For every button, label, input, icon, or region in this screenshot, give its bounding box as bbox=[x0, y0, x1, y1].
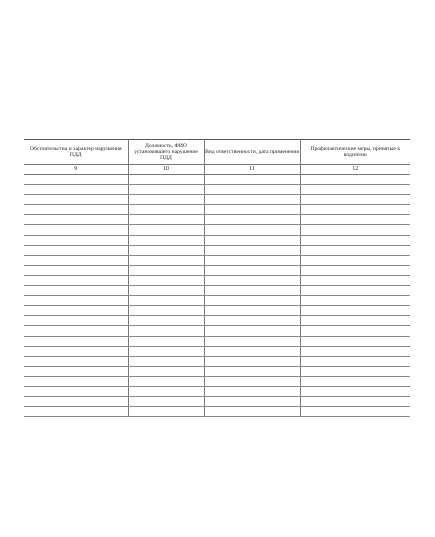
table-cell bbox=[24, 376, 128, 386]
table-cell bbox=[204, 346, 300, 356]
table-row bbox=[24, 407, 410, 417]
header-liability: Вид ответственности, дата применения bbox=[204, 140, 300, 165]
table-cell bbox=[24, 225, 128, 235]
table-cell bbox=[300, 205, 410, 215]
table-cell bbox=[300, 376, 410, 386]
table-cell bbox=[204, 296, 300, 306]
table-cell bbox=[300, 255, 410, 265]
table-row bbox=[24, 296, 410, 306]
table-cell bbox=[24, 265, 128, 275]
table-cell bbox=[300, 397, 410, 407]
table-row bbox=[24, 205, 410, 215]
table-cell bbox=[204, 356, 300, 366]
table-cell bbox=[128, 175, 204, 185]
header-official: Должность, ФИО установившего нарушение ПДД bbox=[128, 140, 204, 165]
table-cell bbox=[204, 275, 300, 285]
table-cell bbox=[128, 235, 204, 245]
table-cell bbox=[204, 175, 300, 185]
table-cell bbox=[204, 336, 300, 346]
table-cell bbox=[204, 306, 300, 316]
table-row bbox=[24, 386, 410, 396]
table-row bbox=[24, 397, 410, 407]
table-cell bbox=[300, 195, 410, 205]
table-cell bbox=[128, 265, 204, 275]
table-cell bbox=[300, 245, 410, 255]
table-cell bbox=[128, 296, 204, 306]
table-row bbox=[24, 306, 410, 316]
table-cell bbox=[300, 235, 410, 245]
table-cell bbox=[204, 397, 300, 407]
table-cell bbox=[204, 185, 300, 195]
table-cell bbox=[24, 336, 128, 346]
table-cell bbox=[24, 245, 128, 255]
header-measures: Профилактические меры, принятые к водителю bbox=[300, 140, 410, 165]
table-cell bbox=[204, 225, 300, 235]
table-cell bbox=[204, 195, 300, 205]
table-row bbox=[24, 235, 410, 245]
table-row bbox=[24, 316, 410, 326]
table-cell bbox=[24, 255, 128, 265]
table-cell bbox=[128, 407, 204, 417]
table-cell bbox=[204, 407, 300, 417]
table-cell bbox=[24, 215, 128, 225]
table-cell bbox=[204, 235, 300, 245]
table-cell bbox=[204, 215, 300, 225]
header-row bbox=[24, 140, 410, 165]
table-row bbox=[24, 326, 410, 336]
table-row bbox=[24, 175, 410, 185]
table-cell bbox=[24, 275, 128, 285]
table-cell bbox=[24, 316, 128, 326]
table-cell bbox=[128, 356, 204, 366]
table-cell bbox=[204, 326, 300, 336]
table-cell bbox=[204, 245, 300, 255]
table-cell bbox=[128, 336, 204, 346]
table-row bbox=[24, 376, 410, 386]
table-cell bbox=[128, 326, 204, 336]
table-cell bbox=[24, 286, 128, 296]
column-number: 10 bbox=[128, 165, 204, 175]
table-row bbox=[24, 195, 410, 205]
table-cell bbox=[204, 316, 300, 326]
table-cell bbox=[24, 346, 128, 356]
table-cell bbox=[300, 296, 410, 306]
table-cell bbox=[24, 175, 128, 185]
table-cell bbox=[128, 346, 204, 356]
table-row bbox=[24, 366, 410, 376]
violations-table bbox=[24, 139, 410, 417]
table-cell bbox=[24, 205, 128, 215]
table-row bbox=[24, 346, 410, 356]
table-cell bbox=[24, 397, 128, 407]
table-cell bbox=[300, 366, 410, 376]
table-cell bbox=[300, 265, 410, 275]
table-cell bbox=[24, 195, 128, 205]
table-row bbox=[24, 215, 410, 225]
table-cell bbox=[128, 306, 204, 316]
table-cell bbox=[204, 205, 300, 215]
table-cell bbox=[300, 386, 410, 396]
table-cell bbox=[128, 255, 204, 265]
column-number-row bbox=[24, 165, 410, 175]
table-cell bbox=[204, 286, 300, 296]
table-row bbox=[24, 245, 410, 255]
table-cell bbox=[204, 386, 300, 396]
table-cell bbox=[300, 286, 410, 296]
table-cell bbox=[128, 376, 204, 386]
table-cell bbox=[128, 316, 204, 326]
table-row bbox=[24, 275, 410, 285]
table-cell bbox=[300, 215, 410, 225]
table-cell bbox=[128, 286, 204, 296]
table-cell bbox=[300, 185, 410, 195]
table-cell bbox=[300, 346, 410, 356]
table-cell bbox=[300, 306, 410, 316]
table-row bbox=[24, 265, 410, 275]
table-cell bbox=[24, 326, 128, 336]
table-cell bbox=[300, 275, 410, 285]
table-cell bbox=[128, 275, 204, 285]
table-cell bbox=[24, 386, 128, 396]
table-cell bbox=[24, 407, 128, 417]
table-row bbox=[24, 185, 410, 195]
table-cell bbox=[300, 225, 410, 235]
table-cell bbox=[204, 255, 300, 265]
column-number: 12 bbox=[300, 165, 410, 175]
table-cell bbox=[300, 407, 410, 417]
table-cell bbox=[24, 306, 128, 316]
table-cell bbox=[128, 215, 204, 225]
table-cell bbox=[128, 397, 204, 407]
table-row bbox=[24, 286, 410, 296]
table-cell bbox=[300, 336, 410, 346]
table-row bbox=[24, 356, 410, 366]
table-cell bbox=[300, 356, 410, 366]
header-circumstances: Обстоятельства и характер нарушения ПДД bbox=[24, 140, 128, 165]
table-cell bbox=[128, 245, 204, 255]
table-cell bbox=[24, 356, 128, 366]
table-cell bbox=[300, 316, 410, 326]
table-row bbox=[24, 225, 410, 235]
table-cell bbox=[204, 366, 300, 376]
table-cell bbox=[128, 386, 204, 396]
table-row bbox=[24, 336, 410, 346]
table-cell bbox=[128, 195, 204, 205]
table-cell bbox=[204, 376, 300, 386]
table-cell bbox=[204, 265, 300, 275]
table-cell bbox=[128, 185, 204, 195]
table-cell bbox=[24, 366, 128, 376]
table-cell bbox=[128, 366, 204, 376]
table-cell bbox=[128, 225, 204, 235]
table-cell bbox=[24, 235, 128, 245]
column-number: 11 bbox=[204, 165, 300, 175]
table-cell bbox=[128, 205, 204, 215]
table-cell bbox=[24, 296, 128, 306]
table-cell bbox=[300, 175, 410, 185]
table-cell bbox=[300, 326, 410, 336]
table-cell bbox=[24, 185, 128, 195]
column-number: 9 bbox=[24, 165, 128, 175]
table-row bbox=[24, 255, 410, 265]
